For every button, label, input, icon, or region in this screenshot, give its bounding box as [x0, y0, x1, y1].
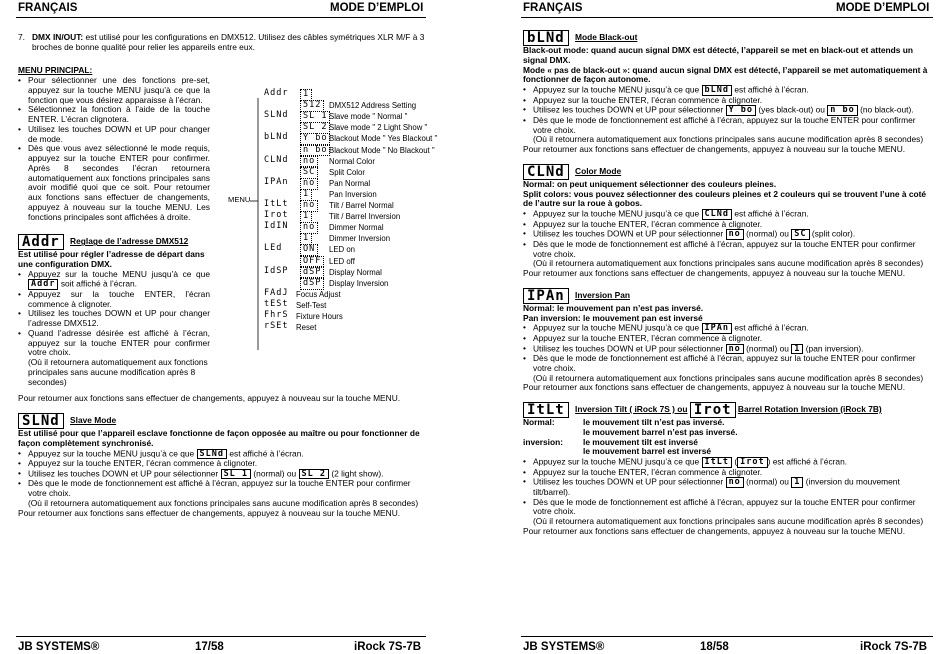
lcd-sc: SC	[791, 229, 809, 240]
lcd-pan-display: IPAn	[523, 288, 569, 304]
section-pan-note: (Où il retournera automatiquement aux fonctions principales sans aucune modification après 8 secondes)	[533, 372, 924, 383]
item-dmx-in-out: 7. DMX IN/OUT: est utilisé pour les configurations en DMX512. Utilisez des câbles symétriques XLR M/F à 3 broches de bonne qualité pour relier les appareils entre eux.	[18, 32, 425, 52]
menu-principal-list	[18, 76, 210, 222]
list-item: • Appuyez sur la touche MENU jusqu’à ce que Addr soit affiché à l’écran.	[18, 270, 210, 290]
lcd-pan-inline: IPAn	[702, 323, 732, 334]
section-blackout-line: Black-out mode: quand aucun signal DMX est détecté, l’appareil se met en black-out et attends un signal DMX.	[523, 45, 913, 65]
diagram-description: DMX512 Address Setting	[329, 101, 417, 111]
diagram-description: Normal Color	[329, 156, 375, 166]
list-item: • Appuyez sur la touche ENTER, l’écran commence à clignoter.	[523, 220, 933, 230]
footer-rule	[16, 636, 426, 637]
section-pan-line: Normal: le mouvement pan n’est pas inversé.	[523, 302, 704, 313]
list-item: • Dès que le mode de fonctionnement est affiché à l’écran, appuyez sur la touche ENTER pour confirmer votre choix.	[523, 240, 933, 260]
list-item: • Appuyez sur la touche ENTER, l’écran commence à clignoter.	[523, 96, 933, 106]
diagram-sub-lcd: OFF	[300, 256, 324, 268]
section-tilt-list	[523, 457, 933, 517]
diagram-sub-lcd: dSP	[300, 267, 324, 279]
diagram-sub-lcd: SC	[300, 167, 318, 179]
lcd-sl2: SL 2	[299, 469, 329, 480]
footer-model: iRock 7S-7B	[354, 641, 422, 653]
diagram-main-lcd: IdIN	[264, 221, 289, 232]
diagram-sub-lcd: no	[300, 222, 318, 234]
list-item: • Utilisez les touches DOWN et UP pour sélectionner no (normal) ou 1 (inversion du mouvement tilt/barrel).	[523, 477, 933, 497]
diagram-main-lcd: IdSP	[264, 265, 289, 276]
footer-brand: JB SYSTEMS®	[18, 641, 100, 653]
header-language: FRANÇAIS	[523, 2, 583, 14]
list-item: • Dès que le mode de fonctionnement est affiché à l’écran, appuyez sur la touche ENTER pour confirmer votre choix.	[523, 498, 933, 518]
diagram-main-lcd: ItLt	[264, 199, 289, 209]
diagram-description: Blackout Mode " No Blackout "	[329, 145, 435, 155]
section-addr-title: Reglage de l’adresse DMX512	[70, 236, 189, 247]
lcd-nbo: n bo	[827, 105, 857, 116]
section-addr-list	[18, 270, 210, 359]
diagram-description: Blackout Mode " Yes Blackout "	[329, 134, 438, 144]
diagram-description: Display Normal	[329, 267, 382, 277]
section-blackout-return: Pour retourner aux fonctions sans effectuer de changements, appuyez à nouveau sur la touche MENU.	[523, 144, 906, 154]
section-pan-line: Pan inversion: le mouvement pan est inversé	[523, 312, 703, 323]
lcd-color-display: CLNd	[523, 164, 569, 180]
list-item: • Pour sélectionner une des fonctions pre-set, appuyez sur la touche MENU jusqu’à ce que la fonction que vous désirez apparaisse à l’écran.	[18, 76, 210, 105]
section-slave-intro: Est utilisé pour que l’appareil esclave fonctionne de façon opposée au maître ou pour fonctionner de façon complètement synchronisé.	[18, 428, 420, 448]
section-tilt-return: Pour retourner aux fonctions sans effectuer de changements, appuyez à nouveau sur la touche MENU.	[523, 525, 906, 536]
section-addr	[18, 234, 210, 387]
diagram-description: LED on	[329, 245, 356, 255]
lcd-inv: 1	[791, 344, 803, 355]
list-item: • Dès que le mode de fonctionnement est affiché à l’écran, appuyez sur la touche ENTER pour confirmer votre choix.	[523, 116, 933, 136]
diagram-main-lcd: CLNd	[264, 154, 289, 165]
list-item: • Appuyez sur la touche ENTER, l’écran commence à clignoter.	[18, 290, 210, 310]
list-item: • Utilisez les touches DOWN et UP pour sélectionner no (normal) ou 1 (pan inversion).	[523, 344, 933, 355]
list-item: • Appuyez sur la touche ENTER, l’écran commence à clignoter.	[523, 334, 933, 344]
diagram-sub-lcd: no	[300, 178, 318, 190]
diagram-description: Tilt / Barrel Inversion	[329, 212, 401, 222]
diagram-main-lcd: Irot	[264, 210, 289, 221]
diagram-sub-lcd: ON	[300, 244, 318, 256]
list-item: • Dès que vous avez sélectionné le mode requis, appuyez sur la touche ENTER pour confirmer. Après 8 secondes l’écran retournera automatiquement aux fonctions principales sans avoir modifié quoi que ce soit. Pour retourner aux fonctions sans effectuer de changements, appuyez à nouveau sur la touche MENU. Les fonctions principales sont affichées à droite.	[18, 144, 210, 222]
lcd-no: no	[726, 477, 744, 488]
lcd-rot-inline: Irot	[737, 457, 767, 468]
diagram-sub-lcd: 1	[300, 211, 312, 223]
list-item: • Appuyez sur la touche MENU jusqu’à ce que CLNd est affiché à l’écran.	[523, 209, 933, 220]
diagram-sub-lcd: 1	[300, 189, 312, 201]
diagram-description: Self-Test	[296, 300, 327, 310]
diagram-description: Dimmer Inversion	[329, 234, 391, 244]
lcd-inv: 1	[791, 477, 803, 488]
lcd-addr-inline: Addr	[28, 279, 58, 290]
section-pan-title: Inversion Pan	[575, 289, 630, 300]
footer-page-number: 18/58	[700, 641, 729, 653]
footer-rule	[521, 636, 933, 637]
diagram-description: Split Color	[329, 167, 365, 177]
section-addr-note: (Où il retournera automatiquement aux fonctions principales sans aucune modification après 8 secondes)	[28, 357, 208, 387]
section-slave-list	[18, 449, 428, 499]
diagram-description: Focus Adjust	[296, 289, 341, 299]
diagram-description: Pan Inversion	[329, 189, 377, 199]
section-color-note: (Où il retournera automatiquement aux fonctions principales sans aucune modification après 8 secondes)	[533, 258, 924, 269]
lcd-color-inline: CLNd	[702, 209, 732, 220]
header-language: FRANÇAIS	[18, 2, 78, 14]
footer-model: iRock 7S-7B	[860, 641, 928, 653]
section-color-line: Split colors: vous pouvez sélectionner des couleurs pleines et 2 couleurs qui se trouvent l’une à coté de l’autre sur la roue à gobos.	[523, 188, 927, 209]
list-item: • Appuyez sur la touche ENTER, l’écran commence à clignoter.	[523, 468, 933, 478]
right-content	[523, 30, 933, 537]
tilt-def-normal: Normal: le mouvement tilt n’est pas inversé. le mouvement barrel n’est pas inversé.	[523, 417, 738, 437]
diagram-description: Slave mode " 2 Light Show "	[329, 123, 428, 133]
section-addr-intro: Est utilisé pour régler l’adresse de départ dans une configuration DMX.	[18, 249, 205, 269]
lcd-ybo: Y bo	[726, 105, 756, 116]
lcd-no: no	[726, 229, 744, 240]
list-item: • Dès que le mode de fonctionnement est affiché à l’écran, appuyez sur la touche ENTER pour confirmer votre choix.	[18, 479, 428, 499]
lcd-slave-display: SLNd	[18, 413, 64, 429]
diagram-main-lcd: FhrS	[264, 310, 289, 320]
section-color-return: Pour retourner aux fonctions sans effectuer de changements, appuyez à nouveau sur la touche MENU.	[523, 268, 906, 278]
list-item: • Quand l’adresse désirée est affiché à l’écran, appuyez sur la touche ENTER pour confirmer votre choix.	[18, 329, 210, 358]
diagram-description: Tilt / Barrel Normal	[329, 201, 394, 210]
footer-page-number: 17/58	[195, 641, 224, 653]
diagram-main-lcd: IPAn	[264, 176, 289, 187]
section-color-title: Color Mode	[575, 165, 622, 176]
section-tilt-note: (Où il retournera automatiquement aux fonctions principales sans aucune modification après 8 secondes)	[533, 516, 924, 526]
menu-principal-title: MENU PRINCIPAL:	[18, 65, 93, 75]
diagram-description: Slave mode " Normal "	[329, 112, 408, 122]
list-item: • Appuyez sur la touche MENU jusqu’à ce que ItLt ( Irot ) est affiché à l’écran.	[523, 457, 933, 468]
list-item: • Dès que le mode de fonctionnement est affiché à l’écran, appuyez sur la touche ENTER pour confirmer votre choix.	[523, 354, 933, 374]
diagram-sub-lcd: dSP	[300, 278, 324, 290]
section-pan	[523, 288, 933, 393]
section-blackout-line: Mode « pas de black-out »: quand aucun signal DMX est détecté, l’appareil se met automatiquement à fonctionner de façon autonome.	[523, 64, 928, 85]
diagram-description: Dimmer Normal	[329, 223, 384, 233]
list-item: • Appuyez sur la touche MENU jusqu’à ce que bLNd est affiché à l’écran.	[523, 85, 933, 96]
list-item: • Utilisez les touches DOWN et UP pour sélectionner no (normal) ou SC (split color).	[523, 229, 933, 240]
diagram-main-lcd: rSEt	[264, 321, 289, 332]
diagram-main-lcd: tESt	[264, 298, 289, 309]
diagram-sub-lcd: SL 2	[300, 122, 330, 134]
section-blackout	[523, 30, 933, 155]
header-rule	[16, 17, 426, 18]
section-tilt-title: Inversion Tilt ( iRock 7S ) ou	[575, 404, 688, 415]
section-color	[523, 164, 933, 279]
diagram-main-lcd: Addr	[264, 88, 289, 98]
diagram-main-lcd: bLNd	[264, 132, 289, 143]
diagram-sub-lcd: n bo	[300, 145, 330, 157]
lcd-blackout-display: bLNd	[523, 30, 569, 46]
lcd-addr-display: Addr	[18, 234, 64, 250]
section-slave-return: Pour retourner aux fonctions sans effectuer de changements, appuyez à nouveau sur la touche MENU.	[18, 507, 401, 518]
diagram-main-lcd: SLNd	[264, 110, 289, 121]
diagram-sub-lcd: 1	[300, 233, 312, 245]
section-addr-return: Pour retourner aux fonctions sans effectuer de changements, appuyez à nouveau sur la touche MENU.	[18, 393, 401, 403]
lcd-blackout-inline: bLNd	[702, 85, 732, 96]
diagram-description: Pan Normal	[329, 178, 371, 188]
section-tilt-title-2: Barrel Rotation Inversion (iRock 7B)	[737, 404, 882, 415]
list-item: • Appuyez sur la touche ENTER, l’écran commence à clignoter.	[18, 459, 428, 469]
diagram-description: Fixture Hours	[296, 312, 343, 321]
section-pan-list	[523, 323, 933, 373]
diagram-description: LED off	[329, 256, 355, 266]
list-item: • Sélectionnez la fonction à l’aide de la touche ENTER. L’écran clignotera.	[18, 105, 210, 125]
list-item: • Appuyez sur la touche MENU jusqu’à ce que SLNd est affiché à l’écran.	[18, 449, 428, 460]
section-slave-title: Slave Mode	[70, 415, 117, 426]
diagram-sub-lcd: 512	[300, 100, 324, 112]
lcd-no: no	[726, 344, 744, 355]
lcd-slave-inline: SLNd	[197, 449, 227, 460]
diagram-description: Reset	[296, 323, 317, 333]
diagram-sub-lcd: SL 1	[300, 111, 330, 123]
diagram-sub-lcd: Y bo	[300, 133, 330, 145]
diagram-description: Display Inversion	[329, 278, 389, 288]
section-color-line: Normal: on peut uniquement sélectionner des couleurs pleines.	[523, 178, 777, 189]
diagram-menu-label: MENU	[228, 195, 251, 204]
header-rule	[521, 17, 933, 18]
section-slave-note: (Où il retournera automatiquement aux fonctions principales sans aucune modification après 8 secondes)	[28, 497, 419, 508]
section-pan-return: Pour retourner aux fonctions sans effectuer de changements, appuyez à nouveau sur la touche MENU.	[523, 382, 906, 393]
list-item: • Appuyez sur la touche MENU jusqu’à ce que IPAn est affiché à l’écran.	[523, 323, 933, 334]
list-item: • Utilisez les touches DOWN et UP pour sélectionner Y bo (yes black-out) ou n bo (no black-out).	[523, 105, 933, 116]
list-item: • Utilisez les touches DOWN et UP pour changer de mode.	[18, 125, 210, 145]
tilt-def-inversion: inversion: le mouvement tilt est inversé le mouvement barrel est inversé	[523, 436, 712, 457]
diagram-sub-lcd: no	[300, 156, 318, 168]
section-blackout-note: (Où il retournera automatiquement aux fonctions principales sans aucune modification après 8 secondes)	[533, 134, 924, 145]
lcd-sl1: SL 1	[221, 469, 251, 480]
lcd-tilt-inline: ItLt	[702, 457, 732, 468]
diagram-main-lcd: FAdJ	[264, 287, 289, 298]
section-blackout-title: Mode Black-out	[575, 32, 638, 43]
lcd-rot-display: Irot	[690, 402, 736, 418]
header-title: MODE D’EMPLOI	[330, 2, 424, 14]
footer-brand: JB SYSTEMS®	[523, 641, 605, 653]
section-color-list	[523, 209, 933, 259]
section-slave	[18, 413, 428, 518]
list-item: • Utilisez les touches DOWN et UP pour sélectionner SL 1 (normal) ou SL 2 (2 light show).	[18, 469, 428, 480]
diagram-sub-lcd: 1	[300, 89, 312, 101]
list-item: • Utilisez les touches DOWN et UP pour changer l’adresse DMX512.	[18, 309, 210, 329]
section-blackout-list	[523, 85, 933, 135]
diagram-main-lcd: LEd	[264, 243, 283, 254]
diagram-sub-lcd: no	[300, 200, 318, 212]
lcd-tilt-display: ItLt	[523, 402, 569, 418]
section-tilt	[523, 402, 933, 537]
header-title: MODE D’EMPLOI	[836, 2, 930, 14]
